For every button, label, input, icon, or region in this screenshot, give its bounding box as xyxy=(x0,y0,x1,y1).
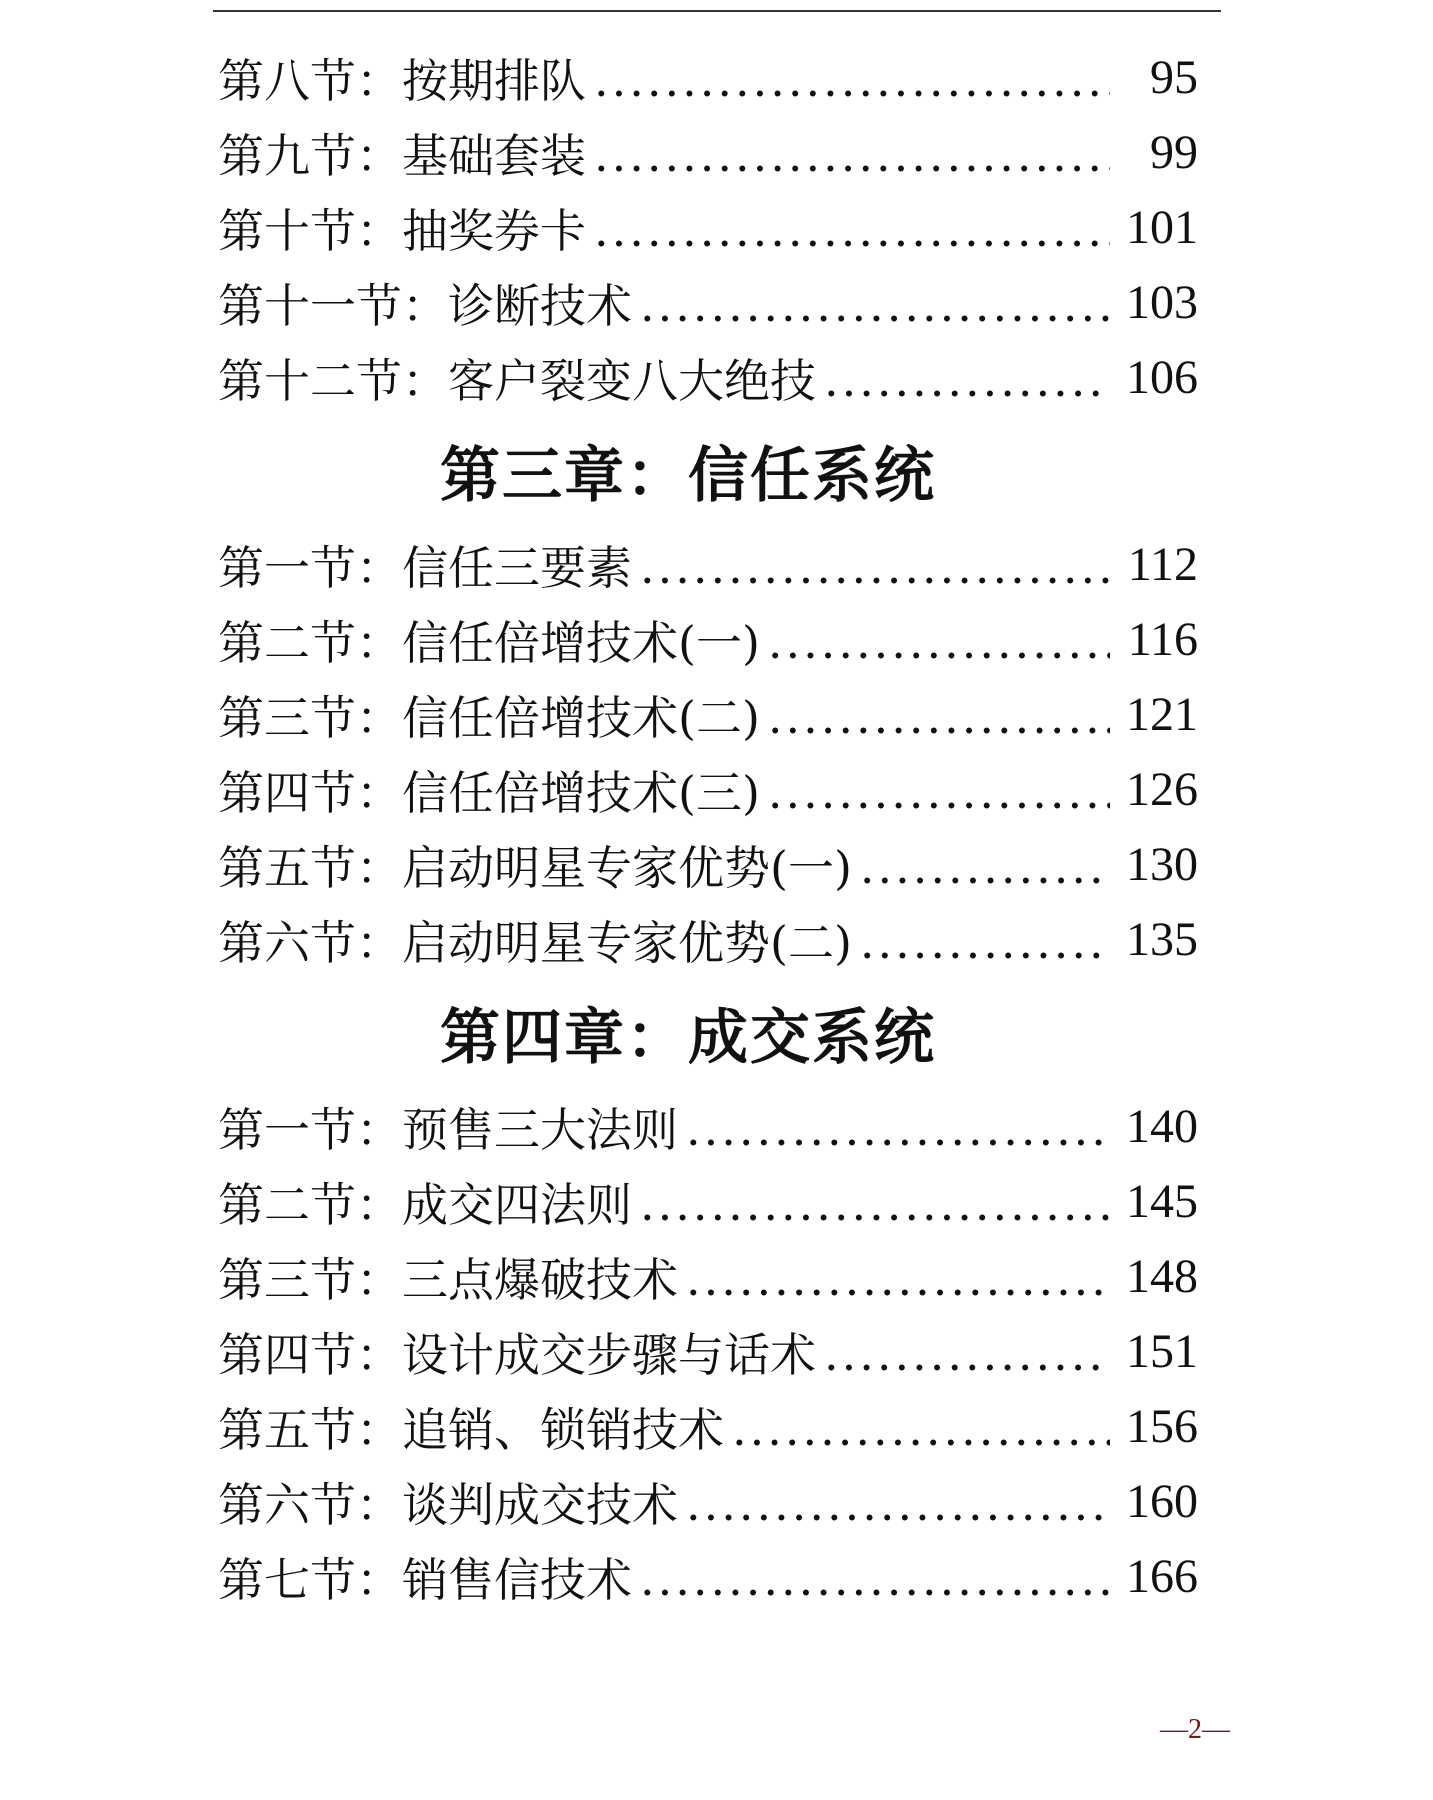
dot-leader xyxy=(594,128,1110,182)
toc-entry-label: 第三节：信任倍增技术(二) xyxy=(218,690,760,745)
dot-leader xyxy=(824,353,1110,407)
toc-entry[interactable] xyxy=(218,340,1198,415)
toc-entry-page: 95 xyxy=(1150,51,1198,104)
toc-entry-label: 第四节：设计成交步骤与话术 xyxy=(218,1327,816,1382)
toc-entry-page: 148 xyxy=(1126,1250,1198,1303)
toc-entry[interactable] xyxy=(218,1089,1198,1164)
toc-entry-label: 第八节：按期排队 xyxy=(218,53,586,108)
toc-entry-label: 第二节：信任倍增技术(一) xyxy=(218,615,760,670)
dot-leader xyxy=(640,1552,1110,1606)
page-number: —2— xyxy=(1160,1714,1230,1745)
toc-entry[interactable] xyxy=(218,1164,1198,1239)
toc-entry[interactable] xyxy=(218,1539,1198,1614)
toc-entry-label: 第五节：启动明星专家优势(一) xyxy=(218,840,852,895)
toc-entry-label: 第十一节：诊断技术 xyxy=(218,278,632,333)
toc-entry-page: 126 xyxy=(1126,763,1198,816)
toc-entry-label: 第六节：谈判成交技术 xyxy=(218,1477,678,1532)
toc-entry[interactable] xyxy=(218,115,1198,190)
toc-entry[interactable] xyxy=(218,1464,1198,1539)
dot-leader xyxy=(686,1252,1110,1306)
dot-leader xyxy=(594,203,1110,257)
dot-leader xyxy=(768,765,1110,819)
toc-entry[interactable] xyxy=(218,602,1198,677)
toc-entry-page: 166 xyxy=(1126,1550,1198,1603)
chapter-heading[interactable]: 第三章：信任系统 xyxy=(440,441,936,511)
toc-entry-page: 101 xyxy=(1126,201,1198,254)
toc-entry-label: 第四节：信任倍增技术(三) xyxy=(218,765,760,820)
toc-entry-page: 106 xyxy=(1126,351,1198,404)
toc-entry-page: 145 xyxy=(1126,1175,1198,1228)
toc-entry-label: 第七节：销售信技术 xyxy=(218,1552,632,1607)
header-rule xyxy=(213,10,1221,12)
toc-entry[interactable] xyxy=(218,1314,1198,1389)
toc-entry[interactable] xyxy=(218,265,1198,340)
dot-leader xyxy=(768,690,1110,744)
toc-entry[interactable] xyxy=(218,527,1198,602)
table-of-contents xyxy=(218,40,1198,1614)
toc-entry-page: 130 xyxy=(1126,838,1198,891)
dot-leader xyxy=(594,53,1110,107)
dot-leader xyxy=(686,1102,1110,1156)
toc-entry-page: 140 xyxy=(1126,1100,1198,1153)
dot-leader xyxy=(732,1402,1110,1456)
toc-entry[interactable] xyxy=(218,190,1198,265)
toc-entry-page: 112 xyxy=(1127,538,1198,591)
toc-entry[interactable] xyxy=(218,1239,1198,1314)
toc-entry-page: 160 xyxy=(1126,1475,1198,1528)
toc-entry[interactable] xyxy=(218,677,1198,752)
toc-entry-label: 第九节：基础套装 xyxy=(218,128,586,183)
dot-leader xyxy=(640,540,1110,594)
toc-entry-page: 116 xyxy=(1127,613,1198,666)
toc-entry-page: 156 xyxy=(1126,1400,1198,1453)
toc-entry-page: 151 xyxy=(1126,1325,1198,1378)
toc-entry-label: 第一节：信任三要素 xyxy=(218,540,632,595)
dot-leader xyxy=(860,840,1110,894)
toc-entry[interactable] xyxy=(218,40,1198,115)
toc-entry-label: 第五节：追销、锁销技术 xyxy=(218,1402,724,1457)
toc-entry-label: 第一节：预售三大法则 xyxy=(218,1102,678,1157)
toc-entry-page: 103 xyxy=(1126,276,1198,329)
toc-entry-label: 第十二节：客户裂变八大绝技 xyxy=(218,353,816,408)
dot-leader xyxy=(824,1327,1110,1381)
toc-entry-label: 第十节：抽奖券卡 xyxy=(218,203,586,258)
toc-entry-label: 第三节：三点爆破技术 xyxy=(218,1252,678,1307)
toc-entry-page: 135 xyxy=(1126,913,1198,966)
chapter-heading[interactable]: 第四章：成交系统 xyxy=(440,1003,936,1073)
dot-leader xyxy=(640,278,1110,332)
toc-entry-label: 第六节：启动明星专家优势(二) xyxy=(218,915,852,970)
toc-entry-page: 121 xyxy=(1126,688,1198,741)
dot-leader xyxy=(640,1177,1110,1231)
dot-leader xyxy=(686,1477,1110,1531)
toc-entry[interactable] xyxy=(218,752,1198,827)
toc-entry[interactable] xyxy=(218,902,1198,977)
dot-leader xyxy=(860,915,1110,969)
dot-leader xyxy=(768,615,1110,669)
toc-entry[interactable] xyxy=(218,827,1198,902)
toc-entry-page: 99 xyxy=(1150,126,1198,179)
toc-entry[interactable] xyxy=(218,1389,1198,1464)
toc-entry-label: 第二节：成交四法则 xyxy=(218,1177,632,1232)
